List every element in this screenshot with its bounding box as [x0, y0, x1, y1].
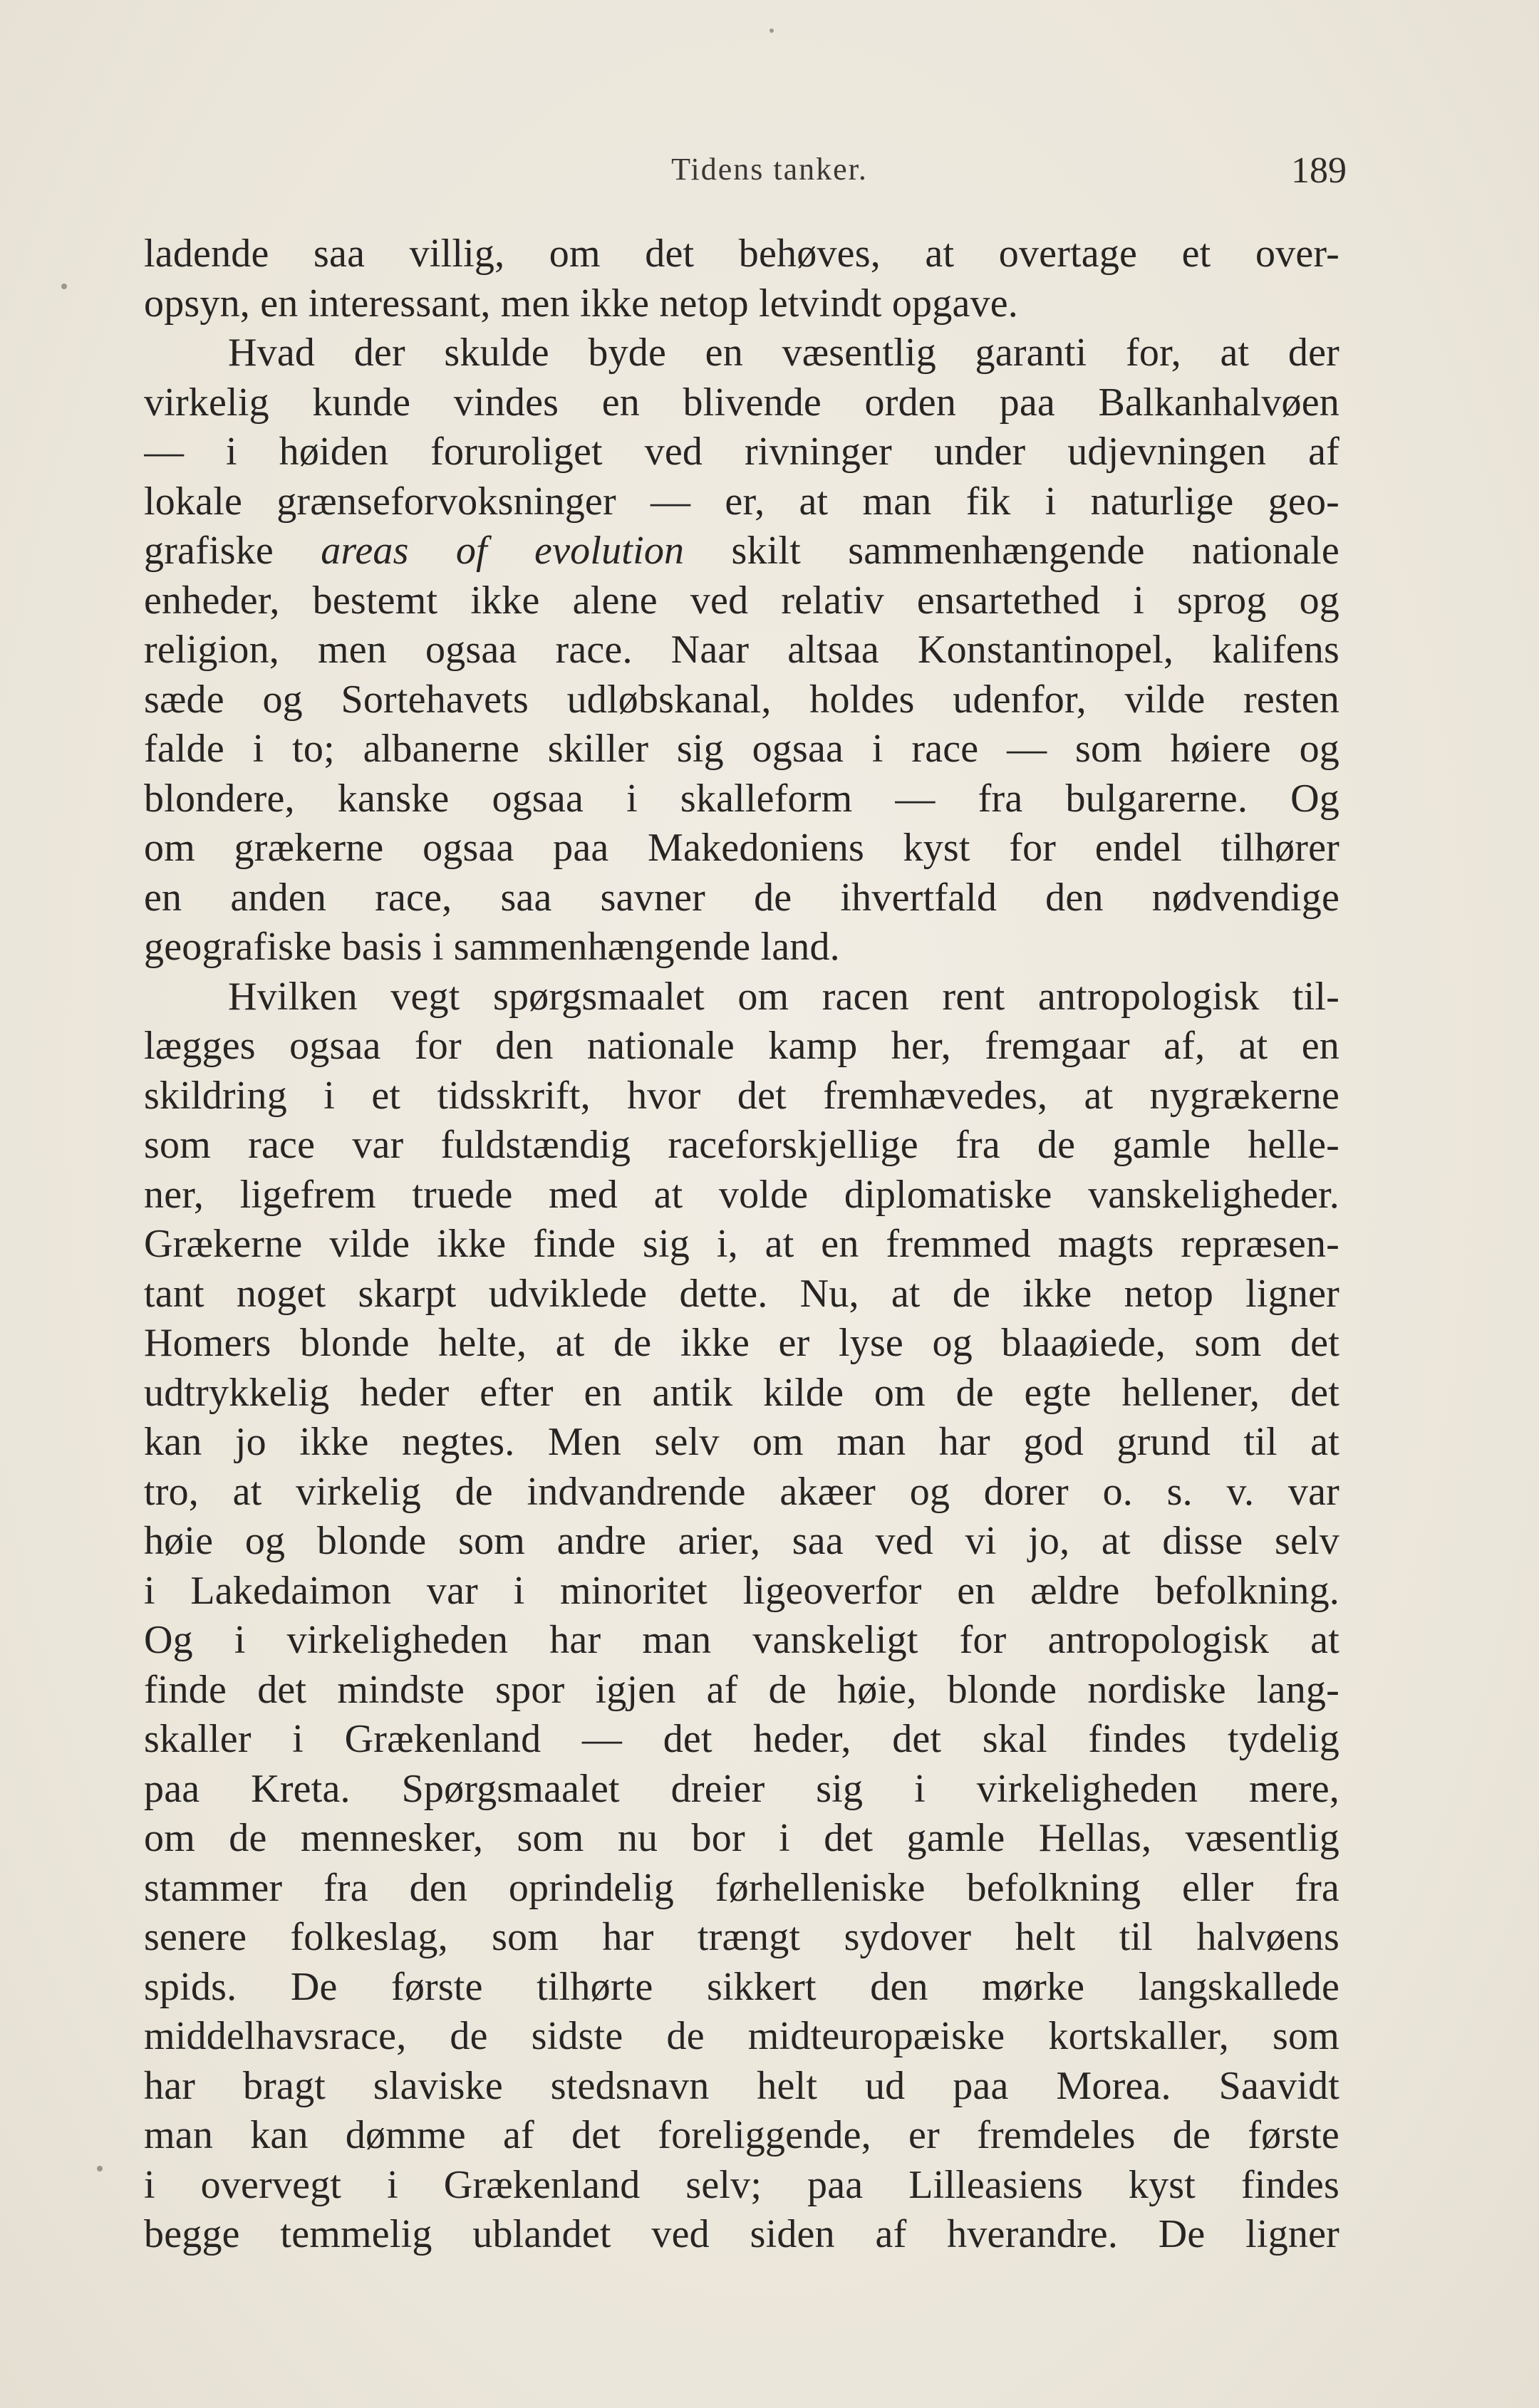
text-line: har bragt slaviske stedsnavn helt ud paa Morea. Saavidt	[144, 2063, 1340, 2108]
paragraph-first-line: Hvad der skulde byde en væsentlig garanti for, at der	[228, 331, 1340, 375]
text-line: geografiske basis i sammenhængende land.	[144, 925, 840, 969]
text-line: høie og blonde som andre arier, saa ved vi jo, at disse selv	[144, 1519, 1340, 1563]
paragraph-first-line: Hvilken vegt spørgsmaalet om racen rent antropologisk til-	[228, 974, 1340, 1019]
text-line: om de mennesker, som nu bor i det gamle Hellas, væsentlig	[144, 1816, 1340, 1860]
text-line: begge temmelig ublandet ved siden af hverandre. De ligner	[144, 2212, 1340, 2256]
text-line: paa Kreta. Spørgsmaalet dreier sig i virkeligheden mere,	[144, 1766, 1340, 1811]
text-line: tro, at virkelig de indvandrende akæer og dorer o. s. v. var	[144, 1469, 1340, 1514]
text-line: blondere, kanske ogsaa i skalleform — fra bulgarerne. Og	[144, 776, 1340, 821]
page-number: 189	[1291, 150, 1347, 191]
text-line: lokale grænseforvoksninger — er, at man fik i naturlige geo-	[144, 479, 1340, 524]
text-line-with-italic	[144, 526, 1340, 576]
text-line: — i høiden foruroliget ved rivninger under udjevningen af	[144, 430, 1340, 474]
running-head: Tidens tanker.	[671, 152, 868, 187]
text-line: religion, men ogsaa race. Naar altsaa Konstantinopel, kalifens	[144, 628, 1340, 672]
text-line: falde i to; albanerne skiller sig ogsaa i race — som høiere og	[144, 727, 1340, 771]
text-segment: skilt sammenhængende nationale	[684, 529, 1340, 573]
text-line: stammer fra den oprindelig førhelleniske befolkning eller fra	[144, 1865, 1340, 1910]
paper-speck	[770, 28, 774, 33]
text-line: ladende saa villig, om det behøves, at overtage et over-	[144, 232, 1340, 276]
text-line: som race var fuldstændig raceforskjellige fra de gamle helle-	[144, 1123, 1340, 1167]
paper-speck	[61, 284, 67, 289]
text-line: en anden race, saa savner de ihvertfald den nødvendige	[144, 875, 1340, 920]
text-line: ner, ligefrem truede med at volde diplomatiske vanskeligheder.	[144, 1172, 1340, 1217]
text-line: Og i virkeligheden har man vanskeligt for antropologisk at	[144, 1618, 1340, 1662]
text-line: middelhavsrace, de sidste de midteuropæiske kortskaller, som	[144, 2014, 1340, 2058]
italic-phrase: areas of evolution	[321, 529, 685, 573]
text-line: finde det mindste spor igjen af de høie, blonde nordiske lang-	[144, 1667, 1340, 1712]
text-segment: grafiske	[144, 529, 321, 573]
text-line: opsyn, en interessant, men ikke netop letvindt opgave.	[144, 281, 1018, 326]
text-line: i Lakedaimon var i minoritet ligeoverfor en ældre befolkning.	[144, 1568, 1340, 1613]
text-line: spids. De første tilhørte sikkert den mørke langskallede	[144, 1964, 1340, 2009]
text-line: om grækerne ogsaa paa Makedoniens kyst for endel tilhører	[144, 826, 1340, 870]
text-line: tant noget skarpt udviklede dette. Nu, at de ikke netop ligner	[144, 1271, 1340, 1316]
body-text	[144, 229, 1340, 2260]
text-line: i overvegt i Grækenland selv; paa Lilleasiens kyst findes	[144, 2162, 1340, 2207]
text-line: senere folkeslag, som har trængt sydover helt til halvøens	[144, 1915, 1340, 1959]
text-line: sæde og Sortehavets udløbskanal, holdes udenfor, vilde resten	[144, 677, 1340, 722]
text-line: Grækerne vilde ikke finde sig i, at en fremmed magts repræsen-	[144, 1222, 1340, 1266]
text-line: udtrykkelig heder efter en antik kilde om de egte hellener, det	[144, 1370, 1340, 1415]
text-line: lægges ogsaa for den nationale kamp her, fremgaar af, at en	[144, 1024, 1340, 1068]
text-line: kan jo ikke negtes. Men selv om man har god grund til at	[144, 1420, 1340, 1464]
text-line: skaller i Grækenland — det heder, det skal findes tydelig	[144, 1717, 1340, 1761]
text-line: virkelig kunde vindes en blivende orden paa Balkanhalvøen	[144, 380, 1340, 425]
text-line: Homers blonde helte, at de ikke er lyse og blaaøiede, som det	[144, 1321, 1340, 1365]
text-line: enheder, bestemt ikke alene ved relativ ensartethed i sprog og	[144, 578, 1340, 623]
text-line: man kan dømme af det foreliggende, er fremdeles de første	[144, 2113, 1340, 2157]
paper-speck	[97, 2166, 103, 2171]
text-line: skildring i et tidsskrift, hvor det fremhævedes, at nygrækerne	[144, 1073, 1340, 1118]
